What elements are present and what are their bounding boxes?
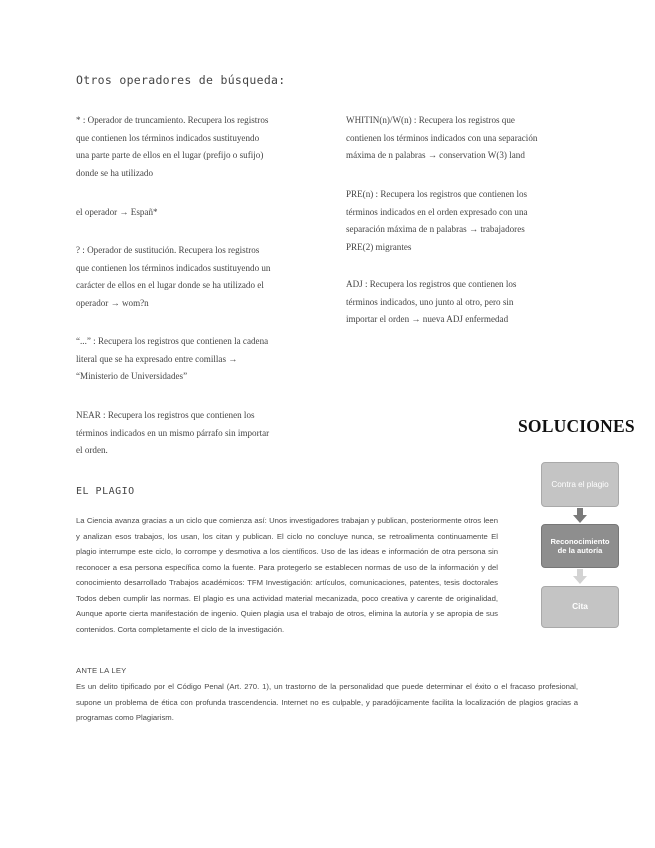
operator-truncation: * : Operador de truncamiento. Recupera los registros que contienen los términos indicados sustituyendo una parte parte de ellos en el lugar (prefijo o sufijo) donde se ha utilizado: [76, 115, 269, 178]
page-heading: Otros operadores de búsqueda:: [76, 73, 286, 87]
soluciones-title: SOLUCIONES: [518, 416, 635, 436]
arrow-down-icon: [573, 508, 587, 524]
step-contra-el-plagio: Contra el plagio: [541, 462, 619, 507]
operator-pre: PRE(n) : Recupera los registros que contienen los términos indicados en el orden expresado con una separación máxima de n palabras → trabajadores PRE(2) migrantes: [346, 189, 528, 252]
operator-within: WHITIN(n)/W(n) : Recupera los registros que contienen los términos indicados con una separación máxima de n palabras → conservation W(3) land: [346, 115, 538, 161]
operator-phrase: “...” : Recupera los registros que contienen la cadena literal que se ha expresado entre comillas → “Ministerio de Universidades”: [76, 336, 269, 382]
ante-la-ley-paragraph: Es un delito tipificado por el Código Penal (Art. 270. 1), un trastorno de la personalidad que puede determinar el éxito o el fracaso profesional, supone un problema de ética con profunda trascendencia. Internet no es culpable, y paradójicamente facilita la localización de plagios gracias a programas como Plagiarism.: [76, 682, 578, 722]
operator-adj: ADJ : Recupera los registros que contienen los términos indicados, uno junto al otro, pero sin importar el orden → nueva ADJ enfermedad: [346, 279, 517, 325]
step-reconocimiento-autoria: Reconocimiento de la autoría: [541, 524, 619, 568]
operator-truncation-example: el operador → Españ*: [76, 207, 158, 217]
plagio-section-title: EL PLAGIO: [76, 486, 135, 497]
plagio-paragraph: La Ciencia avanza gracias a un ciclo que comienza así: Unos investigadores trabajan y publican, posteriormente otros leen y analizan esos trabajos, los usan, los citan y publican. El ciclo no concluye nunca, se retroalimenta continuamente El plagio interrumpe este ciclo, lo corrompe y desmotiva a los científicos. Uso de las ideas e información de otra persona sin reconocer a esa persona específica como la fuente. Para protegerlo se establecen normas de uso de la información y del conocimiento desarrollado Trabajos académicos: TFM Investigación: artículos, comunicaciones, patentes, tesis doctorales Todos deben cumplir las normas. El plagio es una actividad material mecanizada, poco creativa y carente de originalidad, Aunque aporte cierta manifestación de ingenio. Quien plagia usa el trabajo de otros, elimina la autoría y se apropia de sus contenidos. Corta completamente el ciclo de la investigación.: [76, 516, 498, 634]
step-cita: Cita: [541, 586, 619, 628]
operator-substitution: ? : Operador de sustitución. Recupera los registros que contienen los términos indicados sustituyendo un carácter de ellos en el lugar donde se ha utilizado el operador → wom?n: [76, 245, 271, 308]
arrow-down-icon: [573, 569, 587, 585]
operator-near: NEAR : Recupera los registros que contienen los términos indicados en un mismo párrafo sin importar el orden.: [76, 410, 270, 456]
ante-la-ley-label: ANTE LA LEY: [76, 666, 127, 675]
